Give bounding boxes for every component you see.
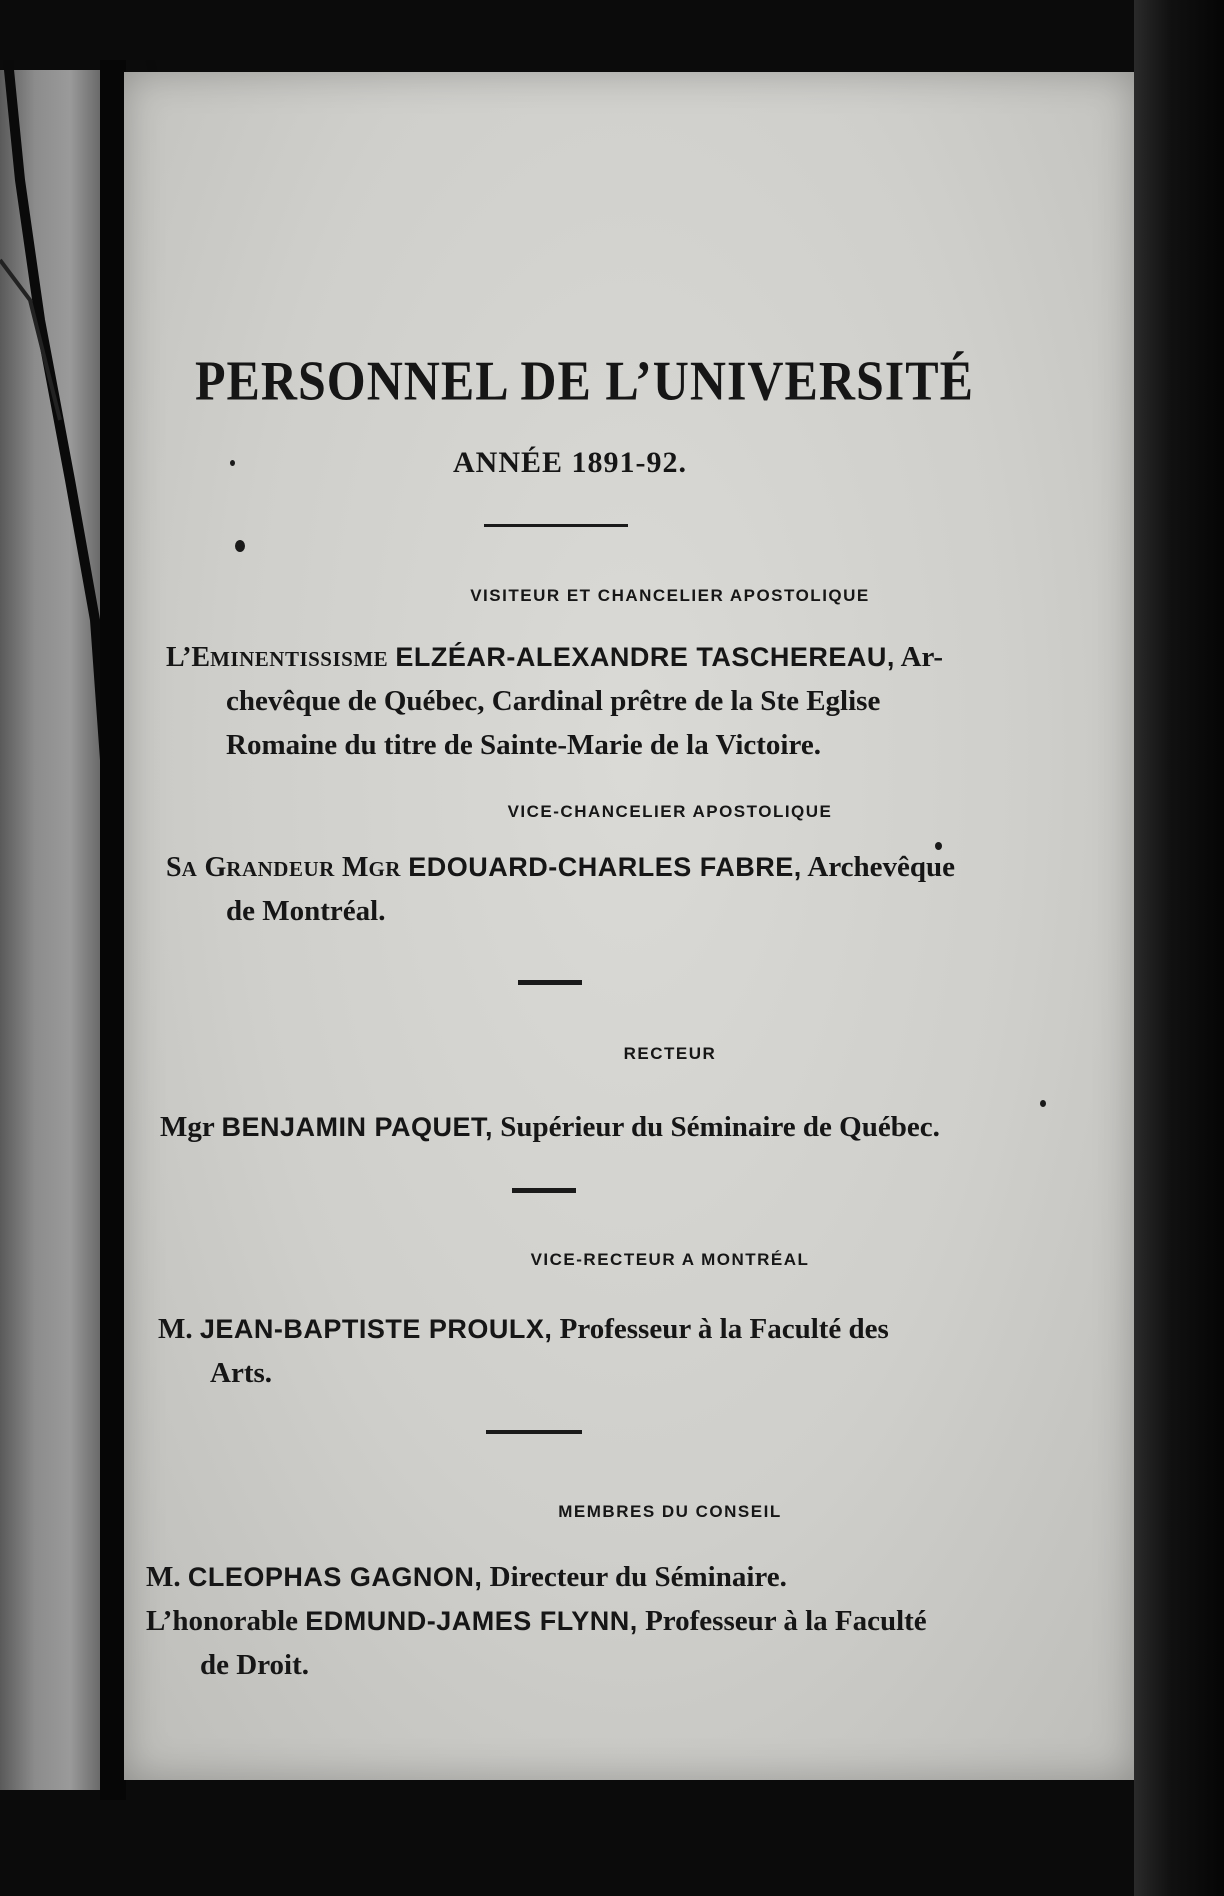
entry-vice-recteur-line2: Arts. bbox=[210, 1357, 273, 1389]
scan-speck bbox=[235, 540, 245, 552]
entry-conseil-member2-line1: L’honorable EDMUND-JAMES FLYNN, Professeur à la Faculté bbox=[146, 1605, 927, 1637]
entry-conseil-member2-line2: de Droit. bbox=[200, 1649, 310, 1681]
entry-vice-chancelier-line1: SA GRANDEUR MGR EDOUARD-CHARLES FABRE, Archevêque bbox=[166, 851, 956, 883]
entry-conseil-member1: M. CLEOPHAS GAGNON, Directeur du Séminaire. bbox=[146, 1561, 787, 1593]
book-spine bbox=[100, 60, 126, 1800]
entry-visiteur-line1: L’EMINENTISSISME ELZÉAR-ALEXANDRE TASCHEREAU, Ar- bbox=[166, 641, 943, 673]
scan-speck bbox=[1040, 1100, 1046, 1107]
section-heading-vice-recteur: VICE-RECTEUR A MONTRÉAL bbox=[530, 1250, 810, 1269]
divider bbox=[486, 1430, 582, 1434]
section-heading-visiteur: VISITEUR ET CHANCELIER APOSTOLIQUE bbox=[470, 586, 870, 605]
entry-vice-recteur-line1: M. JEAN-BAPTISTE PROULX, Professeur à la Faculté des bbox=[158, 1313, 889, 1345]
entry-visiteur-line3: Romaine du titre de Sainte-Marie de la Victoire. bbox=[226, 729, 821, 761]
section-heading-conseil: MEMBRES DU CONSEIL bbox=[558, 1502, 782, 1521]
section-heading-recteur: RECTEUR bbox=[623, 1044, 717, 1063]
divider bbox=[512, 1188, 576, 1193]
entry-visiteur-line2: chevêque de Québec, Cardinal prêtre de la Ste Eglise bbox=[226, 685, 881, 717]
scan-right-edge bbox=[1134, 0, 1224, 1896]
page-title: PERSONNEL DE L’UNIVERSITÉ bbox=[195, 349, 974, 412]
entry-recteur-line1: Mgr BENJAMIN PAQUET, Supérieur du Séminaire de Québec. bbox=[160, 1111, 940, 1143]
divider bbox=[518, 980, 582, 985]
academic-year: ANNÉE 1891-92. bbox=[452, 446, 687, 479]
entry-vice-chancelier-line2: de Montréal. bbox=[226, 895, 386, 927]
section-heading-vice-chancelier: VICE-CHANCELIER APOSTOLIQUE bbox=[507, 802, 833, 821]
divider bbox=[484, 524, 628, 527]
